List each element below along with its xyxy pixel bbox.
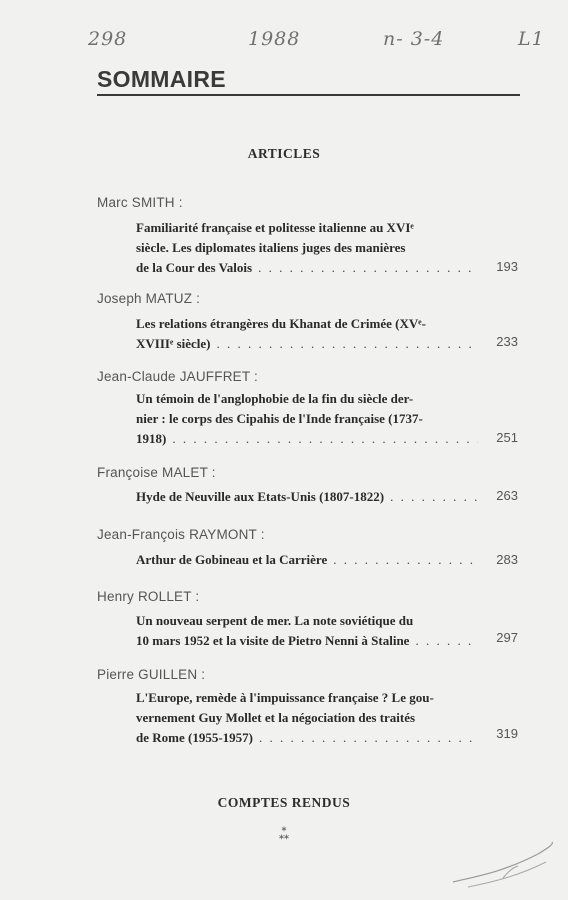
entry-title-last-line	[136, 429, 478, 449]
entry-title-text: de Rome (1955-1957)	[136, 730, 253, 745]
entry-title-line: L'Europe, remède à l'impuissance française ? Le gou-	[136, 690, 434, 705]
handwritten-code: L1	[518, 28, 545, 50]
handwritten-number: 298	[88, 28, 128, 50]
entry-author: Françoise MALET :	[97, 465, 216, 480]
entry-title-line: Un nouveau serpent de mer. La note soviétique du	[136, 613, 414, 628]
entry-page-number: 263	[496, 488, 518, 503]
entry-page-number: 233	[496, 334, 518, 349]
entry-title-last-line	[136, 258, 478, 278]
entry-title	[136, 314, 478, 354]
leader-dots	[217, 334, 479, 354]
entry-title-last-line	[136, 728, 478, 748]
entry-page-number: 297	[496, 630, 518, 645]
handwritten-year: 1988	[248, 28, 301, 50]
entry-title-text: Arthur de Gobineau et la Carrière	[136, 552, 328, 567]
articles-heading: ARTICLES	[247, 146, 321, 161]
reviews-heading: COMPTES RENDUS	[217, 795, 351, 810]
entry-title-last-line	[136, 550, 478, 570]
ornament-bottom: **	[279, 834, 289, 845]
entry-page-number: 283	[496, 552, 518, 567]
ornament-top: *	[281, 826, 287, 837]
entry-title-text: 10 mars 1952 et la visite de Pietro Nenni à Staline	[136, 633, 410, 648]
entry-author: Henry ROLLET :	[97, 589, 200, 604]
entry-title-line: Un témoin de l'anglophobie de la fin du siècle der-	[136, 391, 414, 406]
entry-title	[136, 550, 478, 570]
leader-dots	[172, 429, 478, 449]
title-rule	[97, 94, 520, 96]
leader-dots	[333, 550, 478, 570]
entry-author: Jean-Claude JAUFFRET :	[97, 369, 258, 384]
entry-author: Joseph MATUZ :	[97, 291, 201, 306]
entry-title-line: Familiarité française et politesse italienne au XVIᵉ	[136, 220, 414, 235]
pencil-scribble	[448, 832, 558, 892]
entry-title	[136, 487, 478, 507]
entry-title	[136, 688, 478, 748]
handwritten-issue: n- 3-4	[383, 28, 445, 50]
entry-author: Jean-François RAYMONT :	[97, 527, 265, 542]
entry-page-number: 319	[496, 726, 518, 741]
entry-title-line: vernement Guy Mollet et la négociation des traités	[136, 710, 416, 725]
entry-title	[136, 218, 478, 278]
entry-page-number: 193	[496, 259, 518, 274]
entry-page-number: 251	[496, 430, 518, 445]
entry-title-text: Hyde de Neuville aux Etats-Unis (1807-1822)	[136, 489, 385, 504]
entry-title-last-line	[136, 631, 478, 651]
entry-title-text: de la Cour des Valois	[136, 260, 253, 275]
entry-title	[136, 389, 478, 449]
page-title: SOMMAIRE	[97, 66, 226, 92]
leader-dots	[258, 258, 478, 278]
leader-dots	[259, 728, 478, 748]
entry-title-text: XVIIIᵉ siècle)	[136, 336, 211, 351]
entry-author: Pierre GUILLEN :	[97, 667, 206, 682]
entry-title-line: nier : le corps des Cipahis de l'Inde française (1737-	[136, 411, 423, 426]
leader-dots	[390, 487, 478, 507]
entry-title	[136, 611, 478, 651]
entry-title-last-line	[136, 334, 478, 354]
entry-title-text: 1918)	[136, 431, 167, 446]
entry-title-line: Les relations étrangères du Khanat de Crimée (XVᵉ-	[136, 316, 426, 331]
leader-dots	[415, 631, 478, 651]
entry-author: Marc SMITH :	[97, 195, 183, 210]
entry-title-line: siècle. Les diplomates italiens juges des manières	[136, 240, 406, 255]
entry-title-last-line	[136, 487, 478, 507]
